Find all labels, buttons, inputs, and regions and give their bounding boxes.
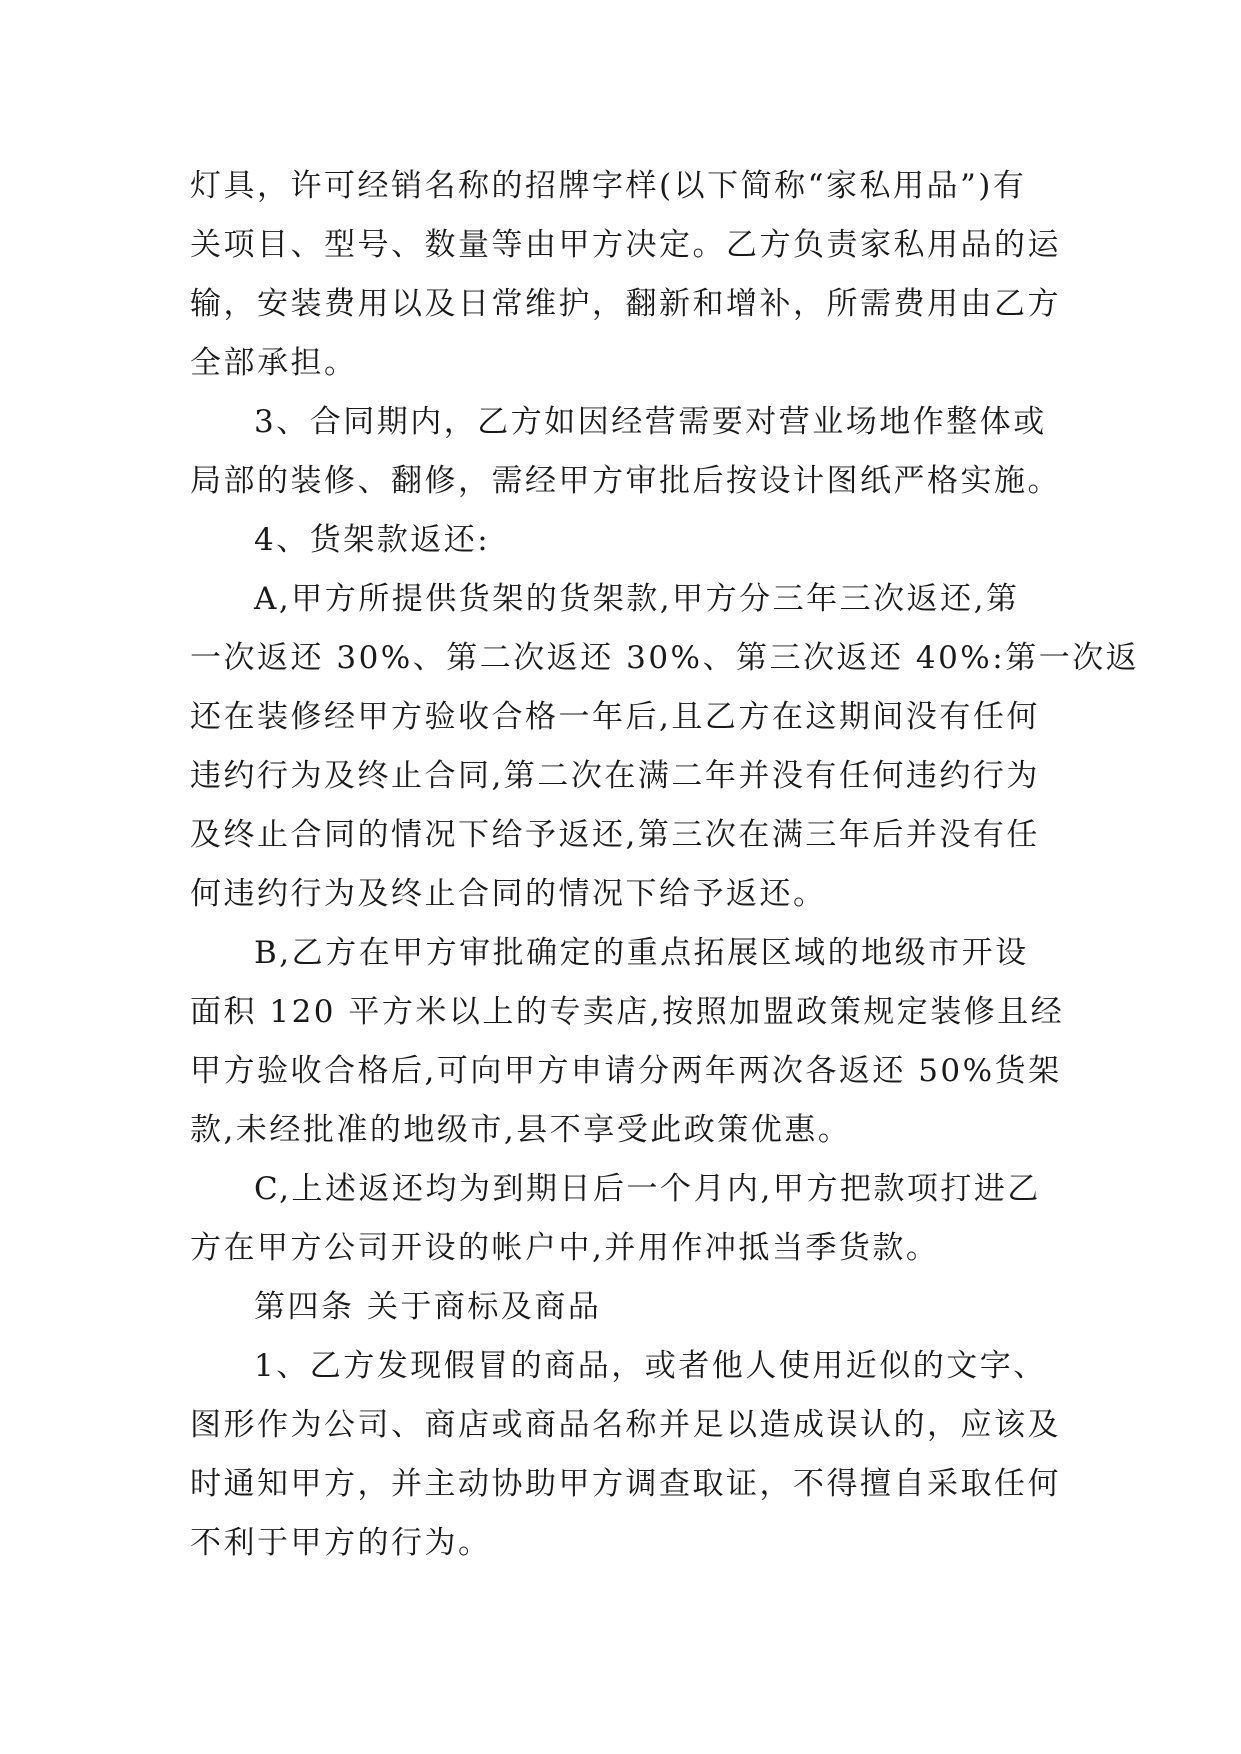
document-body	[190, 157, 1140, 1573]
paragraph-line: 不利于甲方的行为。	[190, 1525, 492, 1561]
section-heading: 第四条 关于商标及商品	[254, 1289, 602, 1325]
paragraph-line: 灯具，许可经销名称的招牌字样(以下简称“家私用品”)有	[190, 168, 1027, 204]
paragraph-line: 何违约行为及终止合同的情况下给予返还。	[190, 876, 827, 912]
paragraph-line: 款,未经批准的地级市,县不享受此政策优惠。	[190, 1112, 852, 1148]
paragraph-line: 甲方验收合格后,可向甲方申请分两年两次各返还 50%货架	[190, 1053, 1062, 1089]
paragraph-line: 局部的装修、翻修，需经甲方审批后按设计图纸严格实施。	[190, 463, 1061, 499]
paragraph-line: C,上述返还均为到期日后一个月内,甲方把款项打进乙	[254, 1171, 1041, 1207]
paragraph-line: 时通知甲方，并主动协助甲方调查取证，不得擅自采取任何	[190, 1466, 1061, 1502]
paragraph-line: 一次返还 30%、第二次返还 30%、第三次返还 40%:第一次返	[190, 640, 1140, 676]
paragraph-line: 面积 120 平方米以上的专卖店,按照加盟政策规定装修且经	[190, 994, 1065, 1030]
paragraph-line: 方在甲方公司开设的帐户中,并用作冲抵当季货款。	[190, 1230, 940, 1266]
paragraph-line: 4、货架款返还:	[254, 522, 491, 558]
paragraph-line: 还在装修经甲方验收合格一年后,且乙方在这期间没有任何	[190, 699, 1040, 735]
paragraph-line: 及终止合同的情况下给予返还,第三次在满三年后并没有任	[190, 817, 1040, 853]
paragraph-line: 3、合同期内，乙方如因经营需要对营业场地作整体或	[254, 404, 1047, 440]
paragraph-line: 输，安装费用以及日常维护，翻新和增补，所需费用由乙方	[190, 286, 1061, 322]
paragraph-line: 图形作为公司、商店或商品名称并足以造成误认的，应该及	[190, 1407, 1061, 1443]
paragraph-line: 全部承担。	[190, 345, 358, 381]
paragraph-line: 1、乙方发现假冒的商品，或者他人使用近似的文字、	[254, 1348, 1047, 1384]
paragraph-line: 关项目、型号、数量等由甲方决定。乙方负责家私用品的运	[190, 227, 1061, 263]
paragraph-line: A,甲方所提供货架的货架款,甲方分三年三次返还,第	[254, 581, 1020, 617]
paragraph-line: 违约行为及终止合同,第二次在满二年并没有任何违约行为	[190, 758, 1040, 794]
paragraph-line: B,乙方在甲方审批确定的重点拓展区域的地级市开设	[254, 935, 1029, 971]
